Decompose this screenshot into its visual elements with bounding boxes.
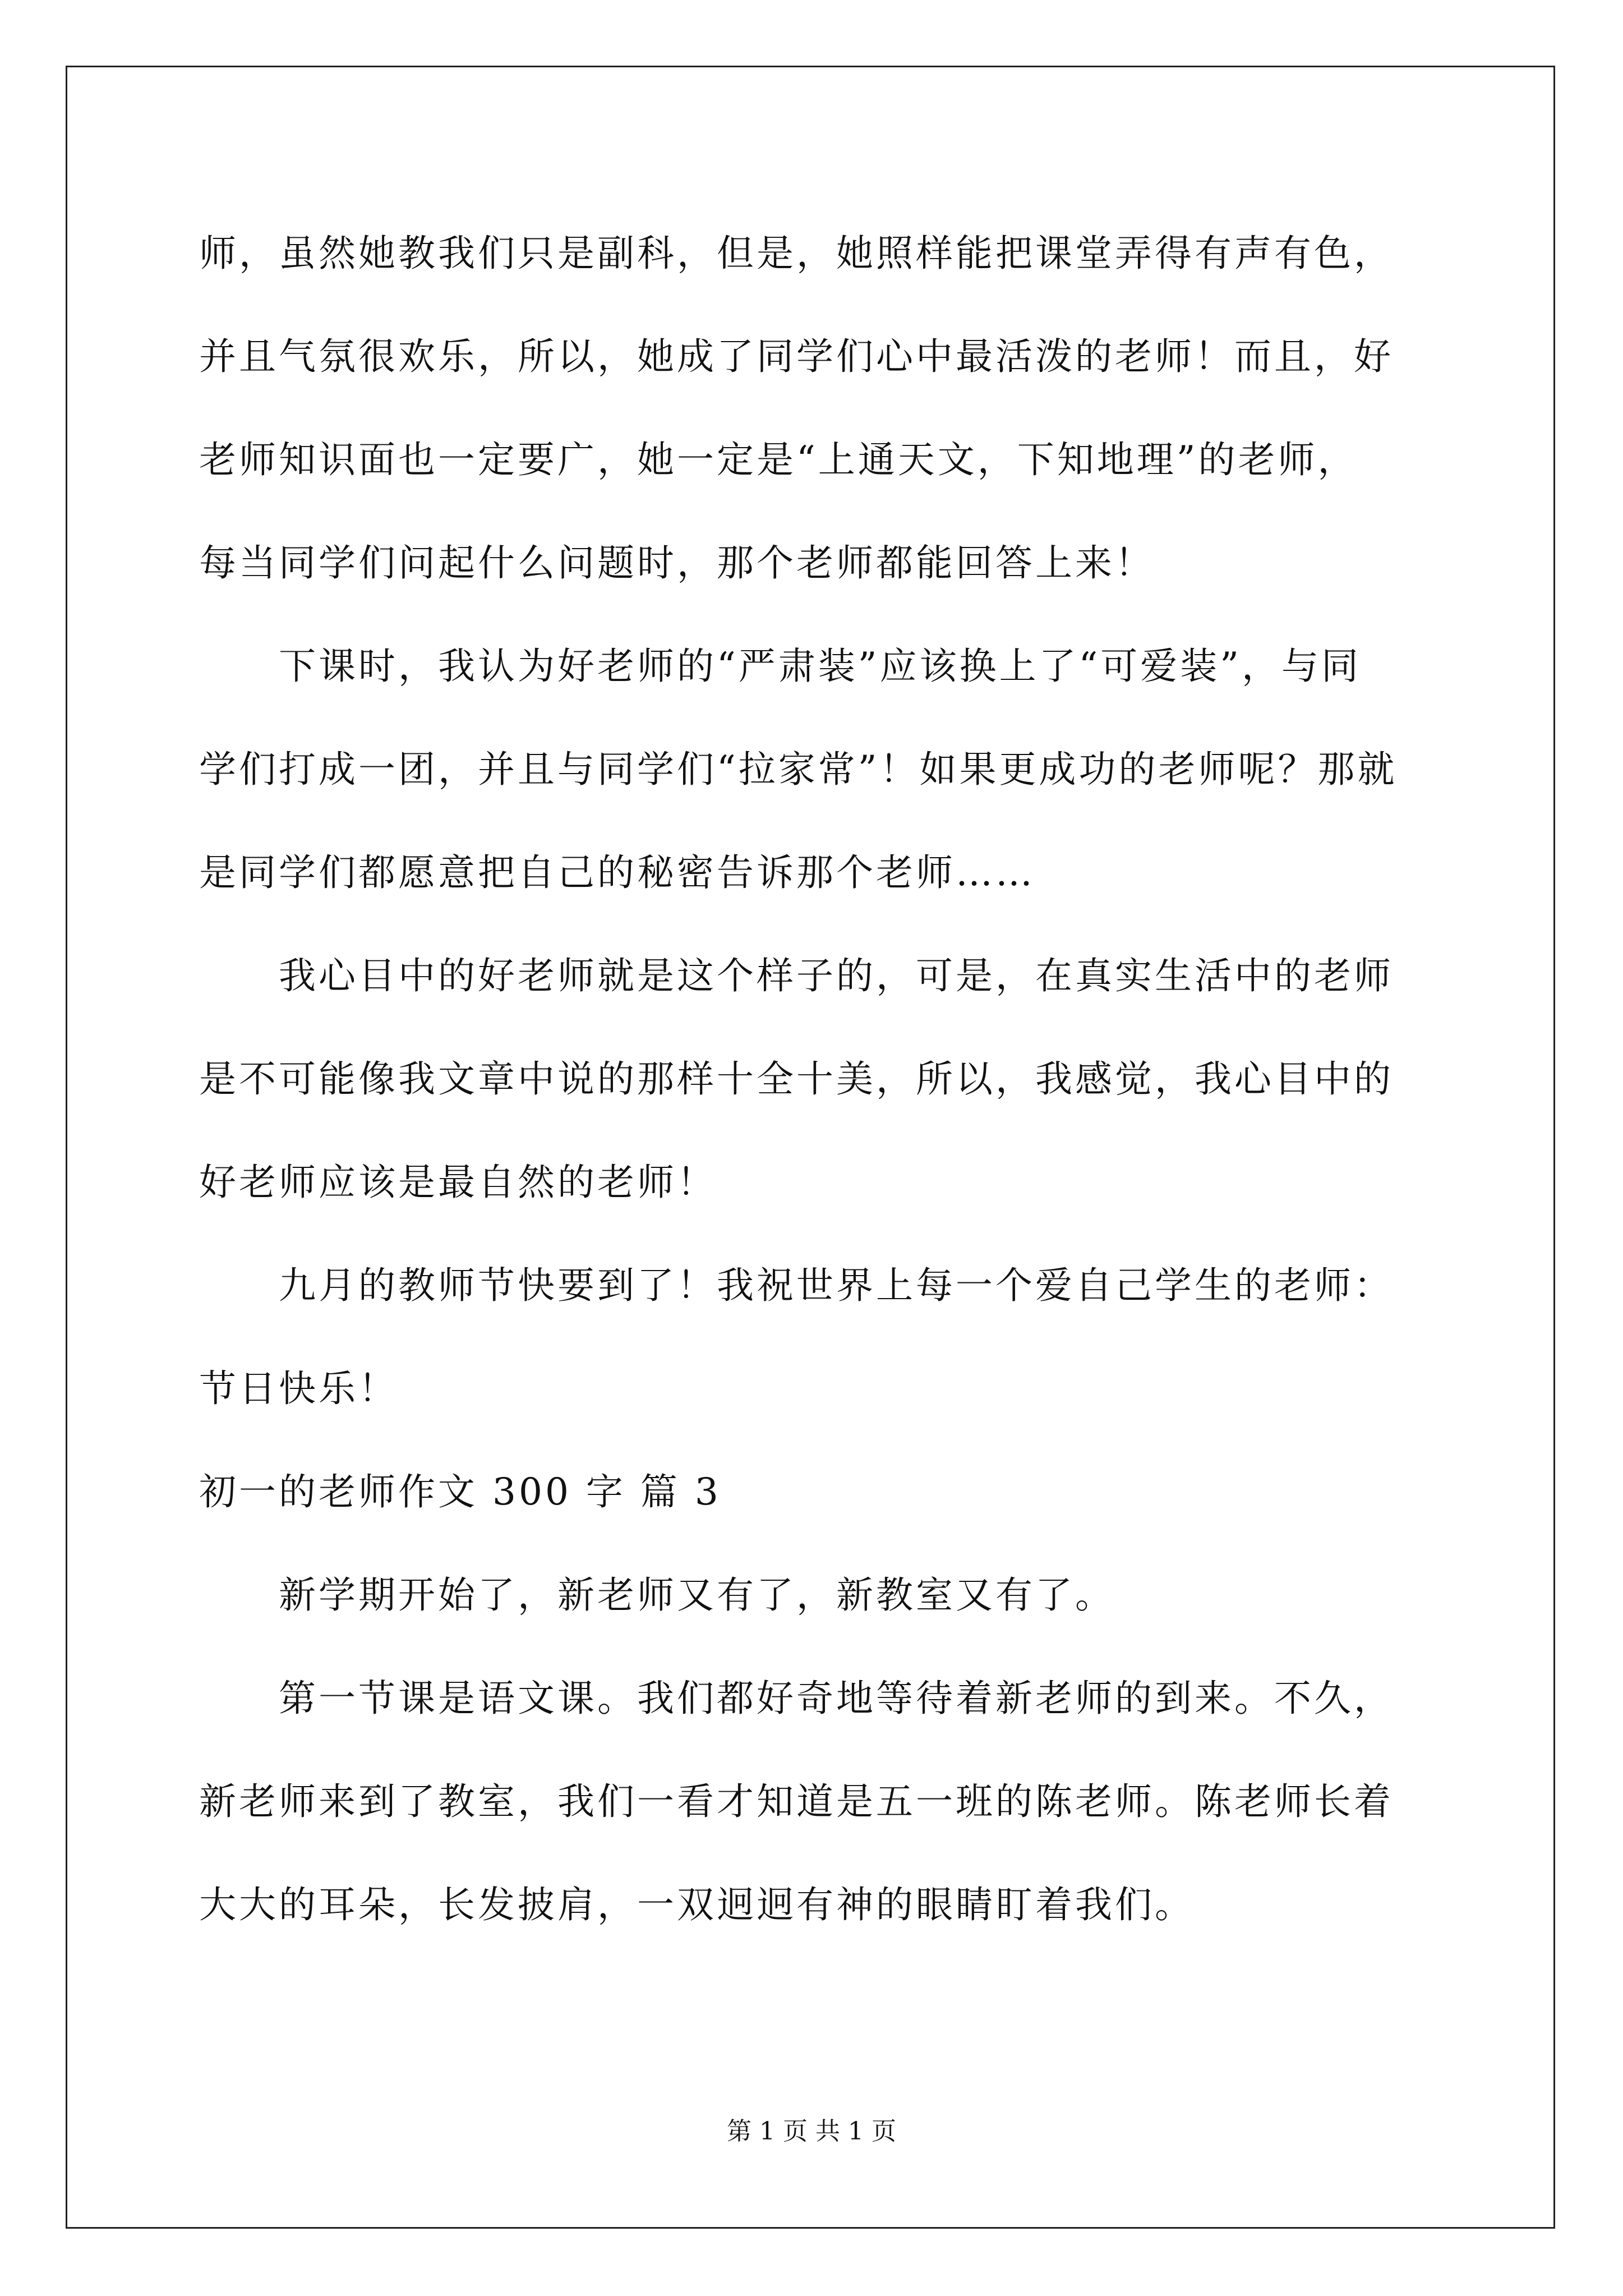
text-line: 是不可能像我文章中说的那样十全十美，所以，我感觉，我心目中的 <box>199 1057 1394 1101</box>
text-line: 学们打成一团，并且与同学们“拉家常”！如果更成功的老师呢？那就 <box>199 748 1398 791</box>
text-line: 大大的耳朵，长发披肩，一双迥迥有神的眼睛盯着我们。 <box>199 1883 1195 1926</box>
text-line: 并且气氛很欢乐，所以，她成了同学们心中最活泼的老师！而且，好 <box>199 335 1394 378</box>
text-line: 下课时，我认为好老师的“严肃装”应该换上了“可爱装”，与同 <box>279 645 1361 688</box>
text-line: 九月的教师节快要到了！我祝世界上每一个爱自己学生的老师： <box>279 1264 1394 1307</box>
text-line: 节日快乐！ <box>199 1367 398 1410</box>
text-line: 新老师来到了教室，我们一看才知道是五一班的陈老师。陈老师长着 <box>199 1780 1394 1823</box>
document-body <box>199 202 1427 1957</box>
section-heading: 初一的老师作文 300 字 篇 3 <box>199 1470 721 1513</box>
text-line: 第一节课是语文课。我们都好奇地等待着新老师的到来。不久， <box>279 1677 1394 1720</box>
text-line: 是同学们都愿意把自己的秘密告诉那个老师…… <box>199 851 1035 894</box>
page-footer <box>0 2115 1623 2148</box>
text-line: 我心目中的好老师就是这个样子的，可是，在真实生活中的老师 <box>279 954 1394 997</box>
text-line: 老师知识面也一定要广，她一定是“上通天文，下知地理”的老师， <box>199 438 1358 481</box>
text-line: 好老师应该是最自然的老师！ <box>199 1161 717 1204</box>
text-line: 每当同学们问起什么问题时，那个老师都能回答上来！ <box>199 541 1155 585</box>
text-line: 师，虽然她教我们只是副科，但是，她照样能把课堂弄得有声有色， <box>199 232 1394 275</box>
page-number: 第 1 页 共 1 页 <box>727 2117 896 2146</box>
text-line: 新学期开始了，新老师又有了，新教室又有了。 <box>279 1573 1115 1617</box>
